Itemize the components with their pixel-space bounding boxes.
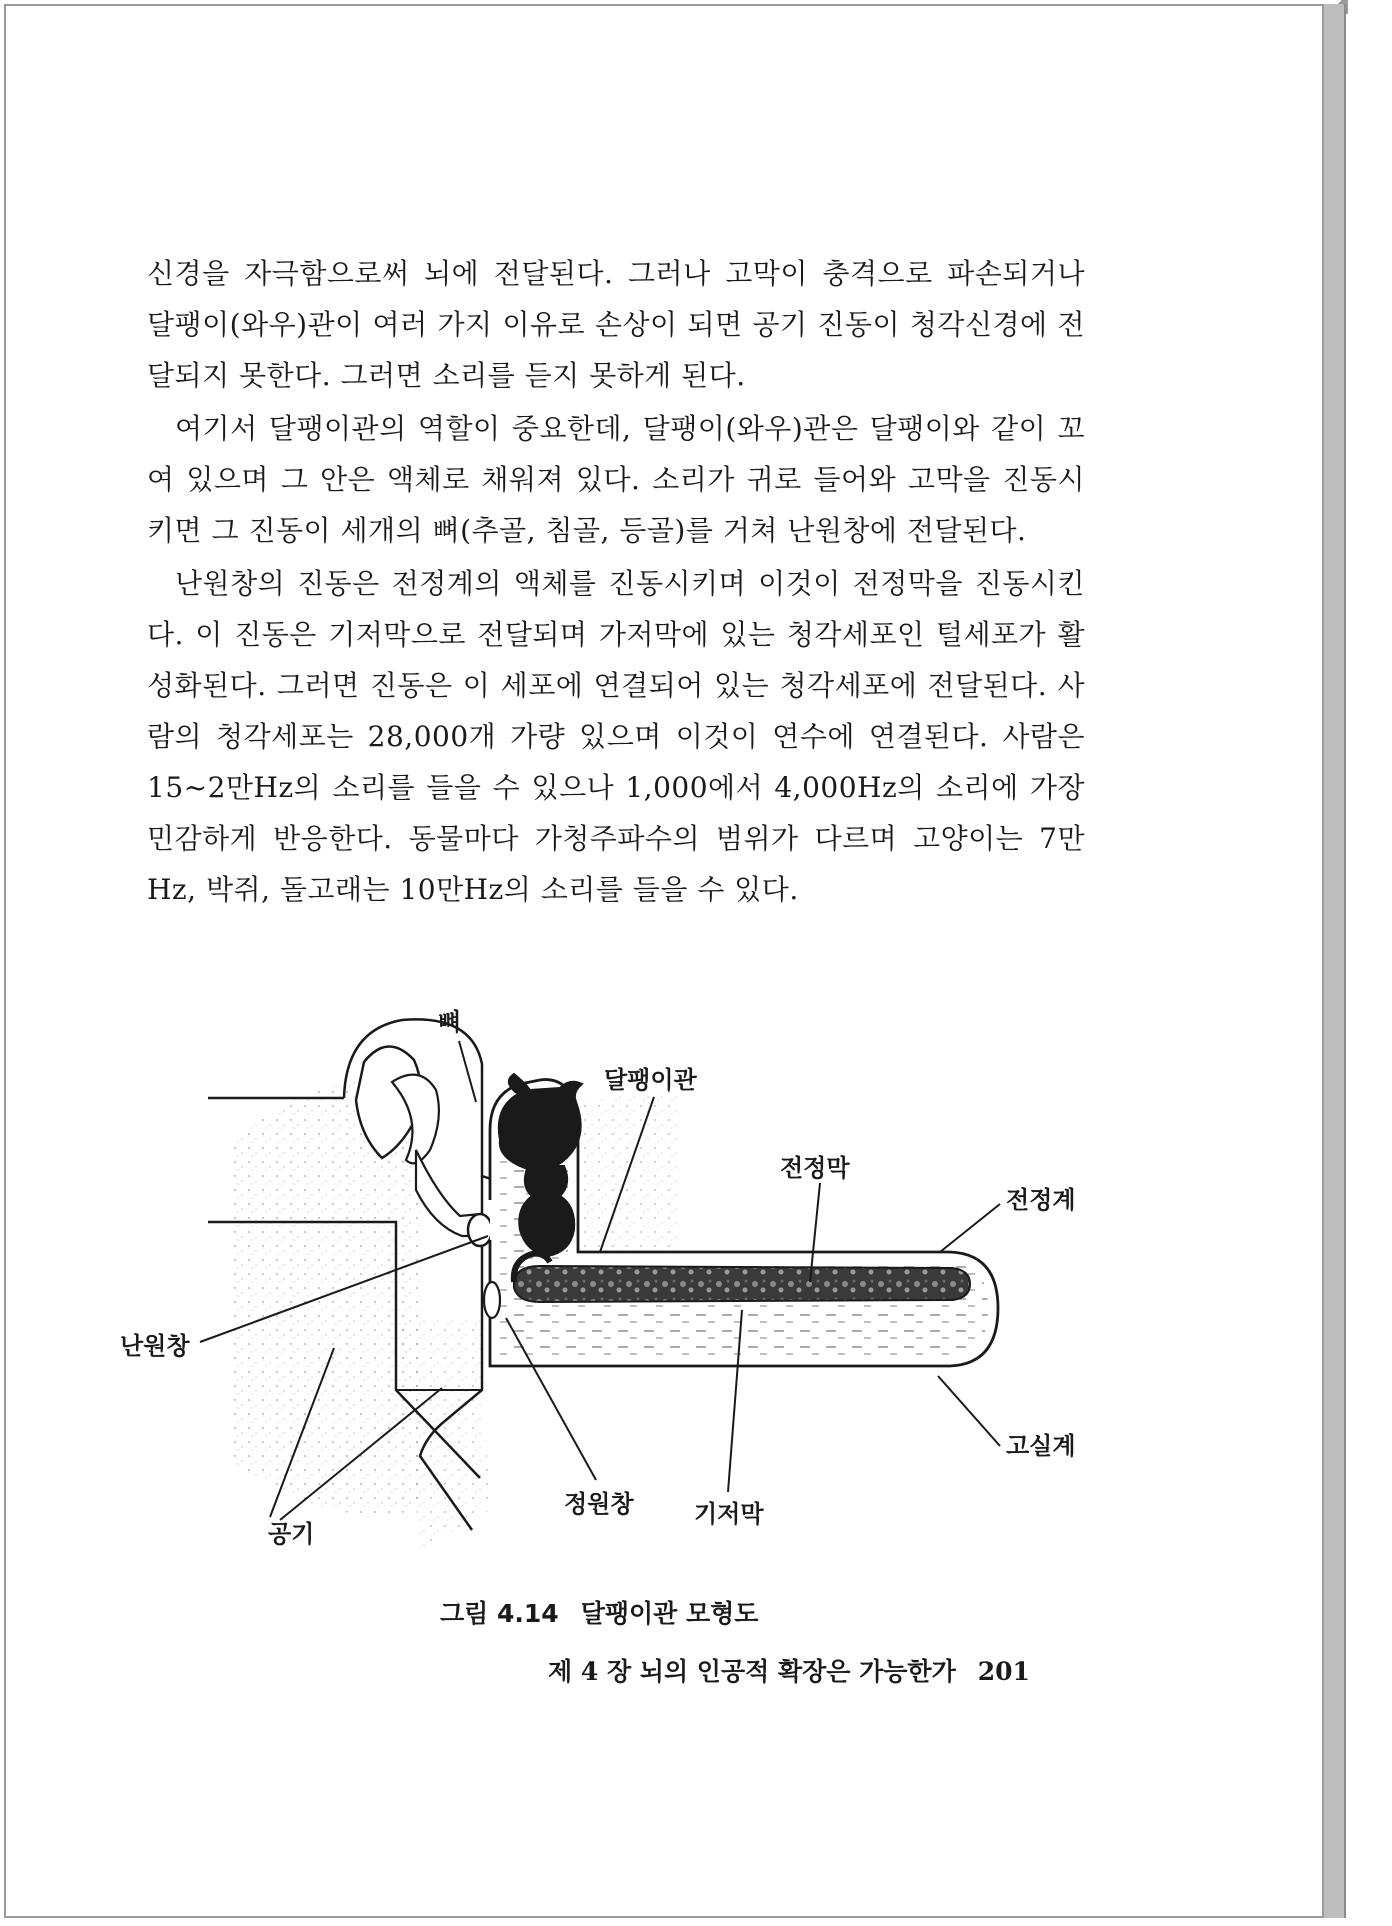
speckle-area — [400, 1320, 490, 1550]
paragraph-2: 여기서 달팽이관의 역할이 중요한데, 달팽이(와우)관은 달팽이와 같이 꼬여 있으며 그 안은 액체로 채워져 있다. 소리가 귀로 들어와 고막을 진동시키면 그 진동이 세개의 뼈(추골, 침골, 등골)를 거쳐 난원창에 전달된다. — [147, 412, 1085, 547]
page-footer — [548, 1652, 1030, 1688]
page-edge-shadow — [1324, 4, 1346, 1918]
label-round-window: 정원창 — [564, 1490, 634, 1518]
label-oval-window: 난원창 — [120, 1332, 190, 1360]
leader-line-scala-tympani — [938, 1376, 1000, 1446]
label-air: 공기 — [268, 1520, 315, 1548]
figure-number: 그림 4.14 — [440, 1599, 559, 1628]
label-cochlea: 달팽이관 — [604, 1066, 697, 1094]
label-basilar-membrane: 기저막 — [694, 1500, 764, 1528]
chapter-title: 제 4 장 뇌의 인공적 확장은 가능한가 — [548, 1657, 956, 1686]
paragraph-3: 난원창의 진동은 전정계의 액체를 진동시키며 이것이 전정막을 진동시킨다. 이 진동은 기저막으로 전달되며 가저막에 있는 청각세포인 털세포가 활성화된다. 그러면 진동은 이 세포에 연결되어 있는 청각세포에 전달된다. 사람의 청각세포는 28,000개 가량 있으며 이것이 연수에 연결된다. 사람은 15~2만Hz의 소리를 들을 수 있으나 1,000에서 4,000Hz의 소리에 가장 민감하게 반응한다. 동물마다 가청주파수의 범위가 다르며 고양이는 7만Hz, 박쥐, 돌고래는 10만Hz의 소리를 들을 수 있다. — [147, 567, 1085, 906]
leader-line-scala-vestibuli — [940, 1204, 1000, 1252]
body-text — [147, 248, 1085, 917]
figure-caption — [440, 1594, 780, 1630]
cochlear-neck — [519, 1166, 574, 1256]
label-scala-vestibuli: 전정계 — [1006, 1186, 1076, 1214]
figure-title: 달팽이관 모형도 — [580, 1599, 759, 1628]
page-number: 201 — [977, 1657, 1030, 1686]
paragraph-1: 신경을 자극함으로써 뇌에 전달된다. 그러나 고막이 충격으로 파손되거나 달팽이(와우)관이 여러 가지 이유로 손상이 되면 공기 진동이 청각신경에 전달되지 못한다. 그러면 소리를 듣지 못하게 된다. — [147, 257, 1085, 392]
cochlear-apex — [499, 1074, 582, 1170]
label-vestibular-membrane: 전정막 — [780, 1154, 850, 1182]
basilar-membrane-band — [514, 1266, 970, 1302]
leader-line-bone — [459, 1041, 476, 1102]
label-bone: 뼈 — [438, 1008, 462, 1036]
label-scala-tympani: 고실계 — [1006, 1432, 1076, 1460]
round-window — [484, 1282, 500, 1318]
cochlea-diagram — [120, 990, 1090, 1590]
